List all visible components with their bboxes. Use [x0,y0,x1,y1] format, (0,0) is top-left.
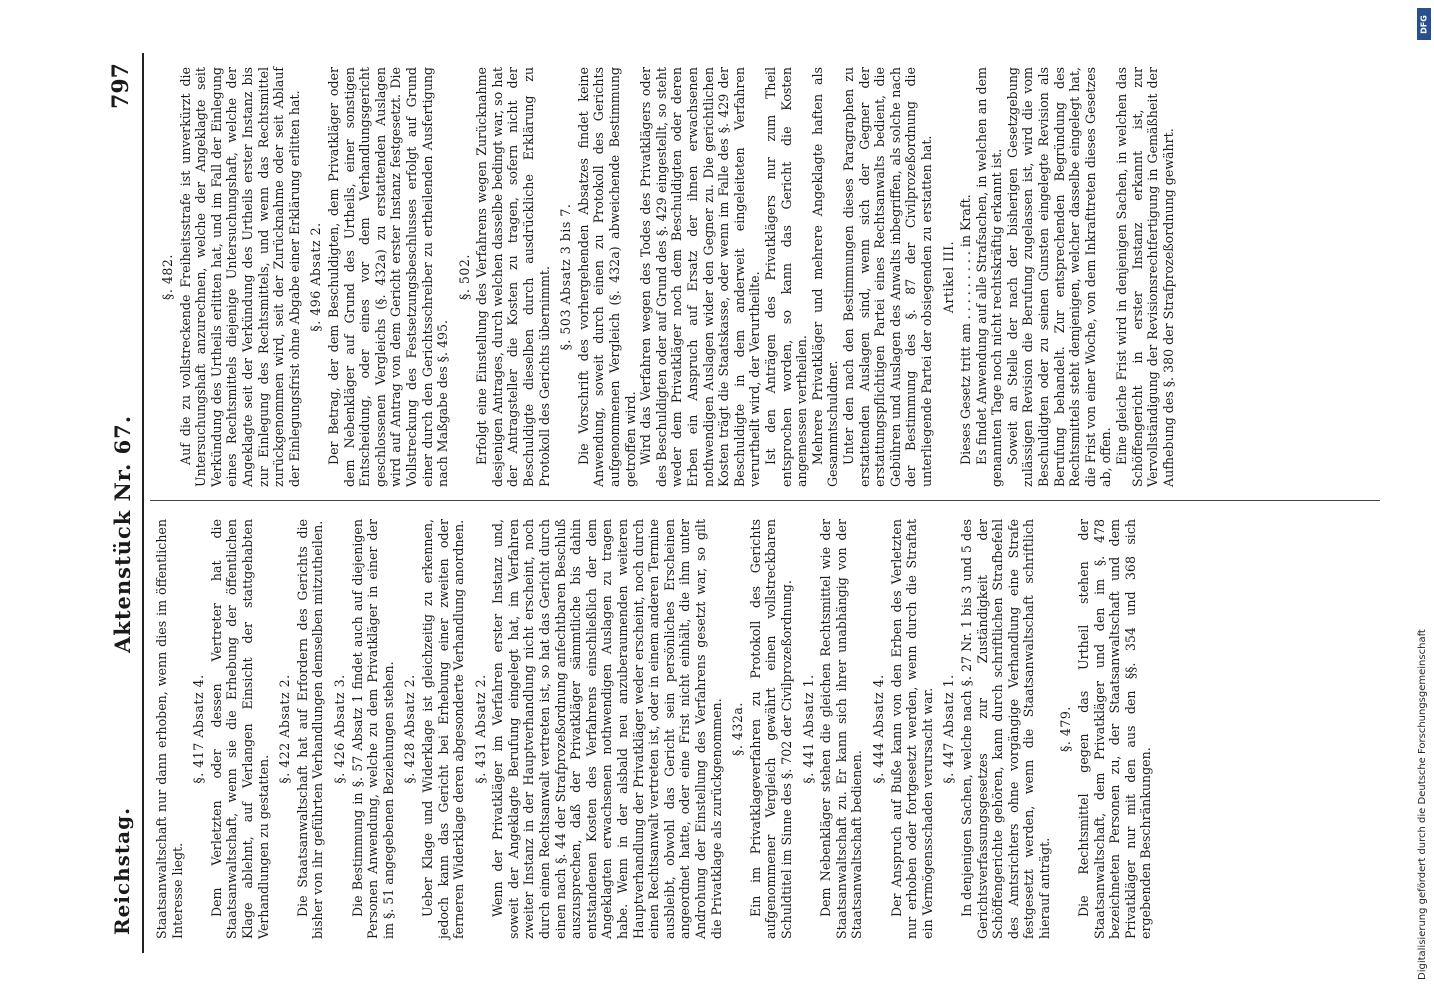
document-page [102,48,1416,1008]
paragraph: Dieses Gesetz tritt am . . . . . . . . . in Kraft. [958,194,974,465]
paragraph: Wenn der Privatkläger im Verfahren erster Instanz und, soweit der Angeklagte Berufung eingelegt hat, im Verfahren zweiter Instanz in der Hauptverhandlung nicht erscheint, noch durch einen Rechtsanwalt vertreten ist, so hat das Gericht durch einen nach §. 44 der Strafprozeßordnung anfechtbaren Beschluß auszusprechen, daß der Privatkläger sämmtliche bis dahin entstandenen Kosten des Verfahrens einschließlich der dem Angeklagten erwachsenen nothwendigen Auslagen zu tragen habe. Wenn in der alsbald neu anzuberaumenden weiteren Hauptverhandlung der Privatkläger weder erscheint, noch durch einen Rechtsanwalt vertreten ist, oder in einem anderen Termine ausbleibt, obwohl das Gericht sein persönliches Erscheinen angeordnet hatte, oder eine Frist nicht einhält, die ihm unter Androhung der Einstellung des Verfahrens gesetzt war, so gilt die Privatklage als zurückgenommen. [490,519,724,939]
running-header [102,53,142,953]
section-heading: §. 431 Absatz 2. [472,674,488,784]
page-number: 797 [108,63,134,109]
paragraph: Der Betrag, der dem Beschuldigten, dem Privatkläger oder dem Nebenkläger auf Grund des Urtheils, einer sonstigen Entscheidung, oder eines vor dem Verhandlungsgericht geschlossenen Vergleichs (§. 432a) zu erstattenden Auslagen wird auf Antrag von dem Gericht erster Instanz festgesetzt. Die Vollstreckung des Festsetzungsbeschlusses erfolgt auf Grund einer durch den Gerichtsschreiber zu ertheilenden Ausfertigung nach Maßgabe des §. 495. [325,67,451,487]
section-heading: §. 479. [1058,706,1074,752]
paragraph: Ueber Klage und Widerklage ist gleichzeitig zu erkennen, jedoch kann das Gericht bei Erhebung einer zweiten oder ferneren Widerklage deren abgesonderte Verhandlung anordnen. [419,519,467,939]
left-column [154,519,1154,939]
section-heading: §. 426 Absatz 3. [331,674,347,784]
rotated-content [102,53,1392,953]
section-heading: §. 503 Absatz 3 bis 7. [558,203,574,351]
section-heading: §. 428 Absatz 2. [402,674,418,784]
paragraph: Die Staatsanwaltschaft hat auf Erfordern des Gerichts die bisher von ihr geführten Verhandlungen demselben mitzutheilen. [294,519,326,939]
digitization-sidebar [1416,0,1434,1000]
paragraph: Ist den Anträgen des Privatklägers nur zum Theil entsprochen worden, so kann das Gericht die Kosten angemessen vertheilen. [762,67,810,487]
section-heading: §. 444 Absatz 4. [870,674,886,784]
paragraph: Der Anspruch auf Buße kann von den Erben des Verletzten nur erhoben oder fortgesetzt werden, wenn durch die Straftat ein Vermögensschaden verursacht war. [888,519,935,939]
paragraph: Unter den nach den Bestimmungen dieses Paragraphen zu erstattenden Auslagen sind, wenn sich der Gegner der erstattungspflichtigen Partei eines Rechtsanwalts bedient, die Gebühren und Auslagen des Anwalts inbegriffen, als solche nach der Bestimmung des §. 87 der Civilprozeßordnung die unterliegende Partei der obsiegenden zu erstatten hat. [840,67,934,487]
paragraph: Die Vorschrift des vorhergehenden Absatzes findet keine Anwendung, soweit durch einen zu Protokoll des Gerichts aufgenommenen Vergleich (§. 432a) abweichende Bestimmung getroffen wird. [575,67,638,487]
paragraph: Mehrere Privatkläger und mehrere Angeklagte haften als Gesammtschuldner. [809,67,841,487]
right-column [154,67,1176,487]
section-heading: §. 447 Absatz 1. [941,674,957,784]
dfg-logo [1417,8,1431,40]
section-heading: §. 496 Absatz 2. [308,222,324,332]
header-rule [142,53,144,953]
paragraph: Eine gleiche Frist wird in denjenigen Sachen, in welchen das Schöffengericht in erster Instanz erkannt ist, zur Vervollständigung der Revisionsrechtfertigung in Gemäßheit der Aufhebung des §. 380 der Strafprozeßordnung gewährt. [1114,67,1176,487]
section-heading: Artikel III. [940,240,956,314]
paragraph: Soweit an Stelle der nach der bisherigen Gesetzgebung zulässigen Revision die Berufung zugelassen ist, wird die vom Beschuldigten oder zu seinen Gunsten eingelegte Revision als Berufung behandelt. Zur entsprechenden Begründung des Rechtsmittels steht demjenigen, welcher dasselbe eingelegt hat, die Frist von einer Woche, von dem Inkrafttreten dieses Gesetzes ab, offen. [1004,67,1114,487]
header-center: Aktenstück Nr. 67. [110,414,135,653]
sheet [102,53,1392,953]
section-heading: §. 417 Absatz 4. [191,674,207,784]
paragraph: Die Rechtsmittel gegen das Urtheil stehen der Staatsanwaltschaft, dem Privatkläger und den im §. 478 bezeichneten Personen zu, der Staatsanwaltschaft und dem Privatkläger nur mit den aus den §§. 354 und 368 sich ergebenden Beschränkungen. [1076,519,1154,939]
paragraph: In denjenigen Sachen, welche nach §. 27 Nr. 1 bis 3 und 5 des Gerichtsverfassungsgesetzes zur Zuständigkeit der Schöffengerichte gehören, kann durch schriftlichen Strafbefehl des Amtsrichters ohne vorgängige Verhandlung eine Strafe festgesetzt werden, wenn die Staatsanwaltschaft schriftlich hierauf anträgt. [958,519,1052,939]
paragraph: Ein im Privatklageverfahren zu Protokoll des Gerichts aufgenommener Vergleich gewährt einen vollstreckbaren Schuldtitel im Sinne des §. 702 der Civilprozeßordnung. [747,519,794,939]
digitization-notice: Digitalisierung gefördert durch die Deutsche Forschungsgemeinschaft [1417,629,1428,980]
paragraph: Auf die zu vollstreckende Freiheitsstrafe ist unverkürzt die Untersuchungshaft anzurechnen, welche der Angeklagte seit Verkündung des Urtheils erlitten hat, und im Fall der Einlegung eines Rechtsmittels diejenige Untersuchungshaft, welche der Angeklagte seit der Verkündung des Urtheils erster Instanz bis zur Einlegung des Rechtsmittels, und wenn das Rechtsmittel zurückgenommen wird, seit der Zurücknahme oder seit Ablauf der Einlegungsfrist ohne Abgabe einer Erklärung erlitten hat. [177,67,302,487]
section-heading: §. 502. [456,254,472,300]
section-heading: §. 432a. [730,702,746,756]
section-heading: §. 422 Absatz 2. [277,674,293,784]
paragraph: Staatsanwaltschaft nur dann erhoben, wenn dies im öffentlichen Interesse liegt. [154,519,185,939]
paragraph: Wird das Verfahren wegen des Todes des Privatklägers oder des Beschuldigten oder auf Grund des §. 429 eingestellt, so steht weder dem Privatkläger noch dem Beschuldigten oder deren Erben ein Anspruch auf Ersatz der ihnen erwachsenen nothwendigen Auslagen wider den Gegner zu. Die gerichtlichen Kosten trägt die Staatskasse, oder wenn im Falle des §. 429 der Beschuldigte in dem anderweit eingeleiteten Verfahren verurtheilt wird, der Verurtheilte. [638,67,763,487]
section-heading: §. 441 Absatz 1. [800,674,816,784]
paragraph: Die Bestimmung in §. 57 Absatz 1 findet auch auf diejenigen Personen Anwendung, welche zu dem Privatkläger in einer der im §. 51 angegebenen Beziehungen stehen. [349,519,396,939]
column-divider [150,500,1380,501]
paragraph: Dem Nebenkläger stehen die gleichen Rechtsmittel wie der Staatsanwaltschaft zu. Er kann sich ihrer unabhängig von der Staatsanwaltschaft bedienen. [818,519,865,939]
paragraph: Es findet Anwendung auf alle Strafsachen, in welchen an dem genannten Tage noch nicht rechtskräftig erkannt ist. [973,67,1005,487]
dfg-logo-text: DFG [1419,15,1429,34]
header-left: Reichstag. [110,806,134,935]
paragraph: Erfolgt eine Einstellung des Verfahrens wegen Zurücknahme desjenigen Antrages, durch welchen dasselbe bedingt war, so hat der Antragsteller die Kosten zu tragen, sofern nicht der Beschuldigte dieselben durch ausdrückliche Erklärung zu Protokoll des Gerichts übernimmt. [474,67,552,487]
paragraph: Dem Verletzten oder dessen Vertreter hat die Staatsanwaltschaft, wenn sie die Erhebung der öffentlichen Klage ablehnt, auf Verlangen Einsicht der stattgehabten Verhandlungen zu gestatten. [208,519,271,939]
section-heading: §. 482. [160,254,175,300]
